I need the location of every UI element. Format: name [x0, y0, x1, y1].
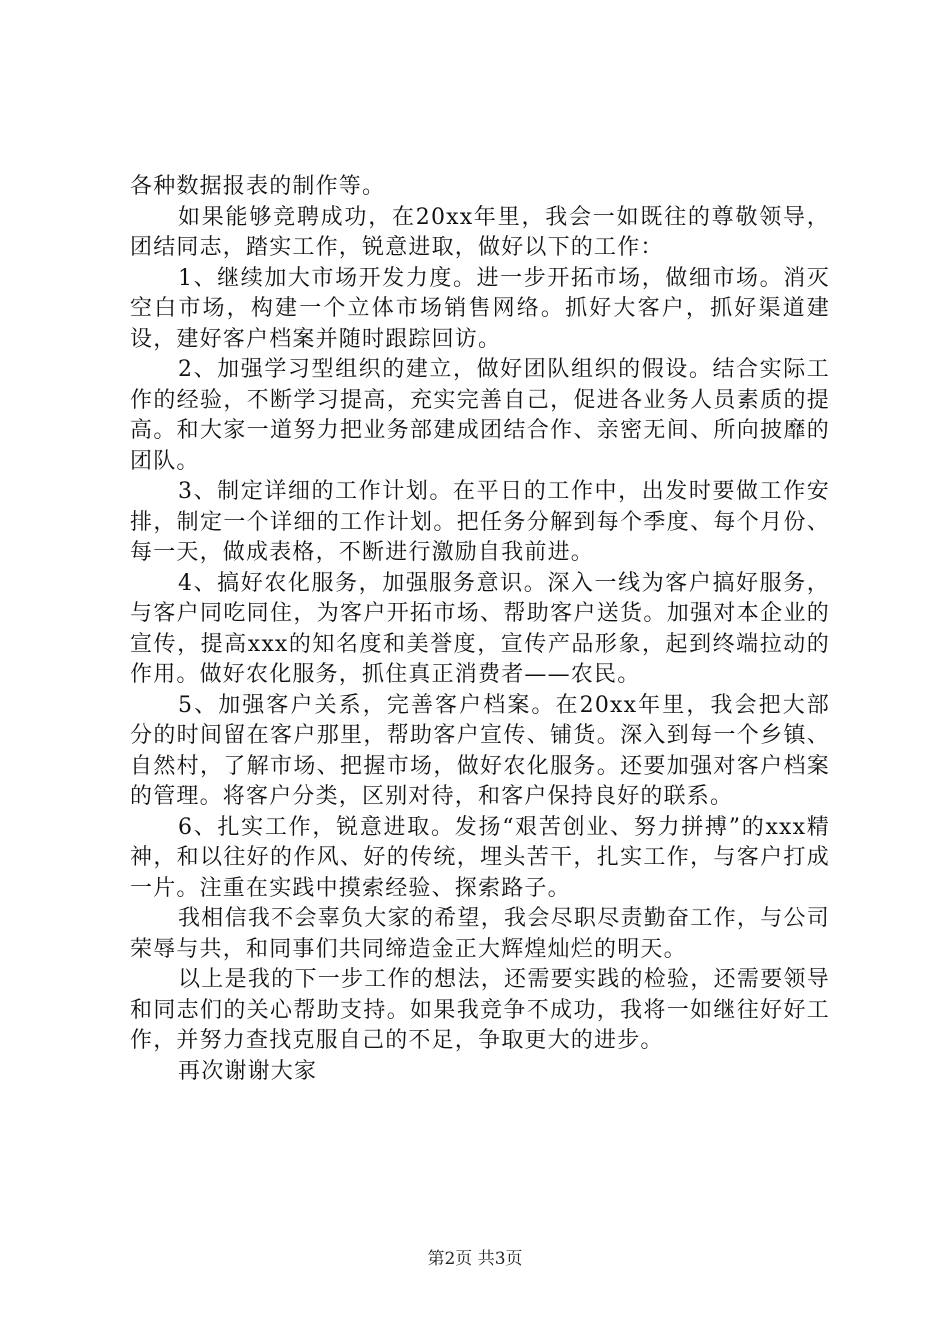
paragraph: 各种数据报表的制作等。 [130, 174, 386, 199]
paragraph: 1、继续加大市场开发力度。进一步开拓市场，做细市场。消灭空白市场，构建一个立体市场销售网络。抓好大客户，抓好渠道建设，建好客户档案并随时跟踪回访。 [130, 265, 830, 352]
paragraph: 6、扎实工作，锐意进取。发扬“艰苦创业、努力拼搏”的xxx精神，和以往好的作风、好的传统，埋头苦干，扎实工作，与客户打成一片。注重在实践中摸索经验、探索路子。 [130, 814, 830, 901]
paragraph: 3、制定详细的工作计划。在平日的工作中，出发时要做工作安排，制定一个详细的工作计划。把任务分解到每个季度、每个月份、每一天，做成表格，不断进行激励自我前进。 [130, 479, 830, 565]
paragraph-closing: 再次谢谢大家 [178, 1058, 318, 1084]
page-number-footer: 第2页 共3页 [427, 1249, 523, 1269]
paragraph: 以上是我的下一步工作的想法，还需要实践的检验，还需要领导和同志们的关心帮助支持。如果我竞争不成功，我将一如继往好好工作，并努力查找克服自己的不足，争取更大的进步。 [130, 967, 830, 1053]
paragraph: 5、加强客户关系，完善客户档案。在20xx年里，我会把大部分的时间留在客户那里，帮助客户宣传、铺货。深入到每一个乡镇、自然村，了解市场、把握市场，做好农化服务。还要加强对客户档案的管理。将客户分类，区别对待，和客户保持良好的联系。 [130, 692, 830, 809]
paragraph: 4、搞好农化服务，加强服务意识。深入一线为客户搞好服务，与客户同吃同住，为客户开拓市场、帮助客户送货。加强对本企业的宣传，提高xxx的知名度和美誉度，宣传产品形象，起到终端拉动的作用。做好农化服务，抓住真正消费者——农民。 [130, 570, 830, 687]
paragraph: 2、加强学习型组织的建立，做好团队组织的假设。结合实际工作的经验，不断学习提高，充实完善自己，促进各业务人员素质的提高。和大家一道努力把业务部建成团结合作、亲密无间、所向披靡的团队。 [130, 357, 830, 474]
document-body [130, 172, 830, 1087]
paragraph: 如果能够竞聘成功，在20xx年里，我会一如既往的尊敬领导，团结同志，踏实工作，锐意进取，做好以下的工作： [130, 204, 830, 260]
paragraph: 我相信我不会辜负大家的希望，我会尽职尽责勤奋工作，与公司荣辱与共，和同事们共同缔造金正大辉煌灿烂的明天。 [130, 906, 830, 962]
